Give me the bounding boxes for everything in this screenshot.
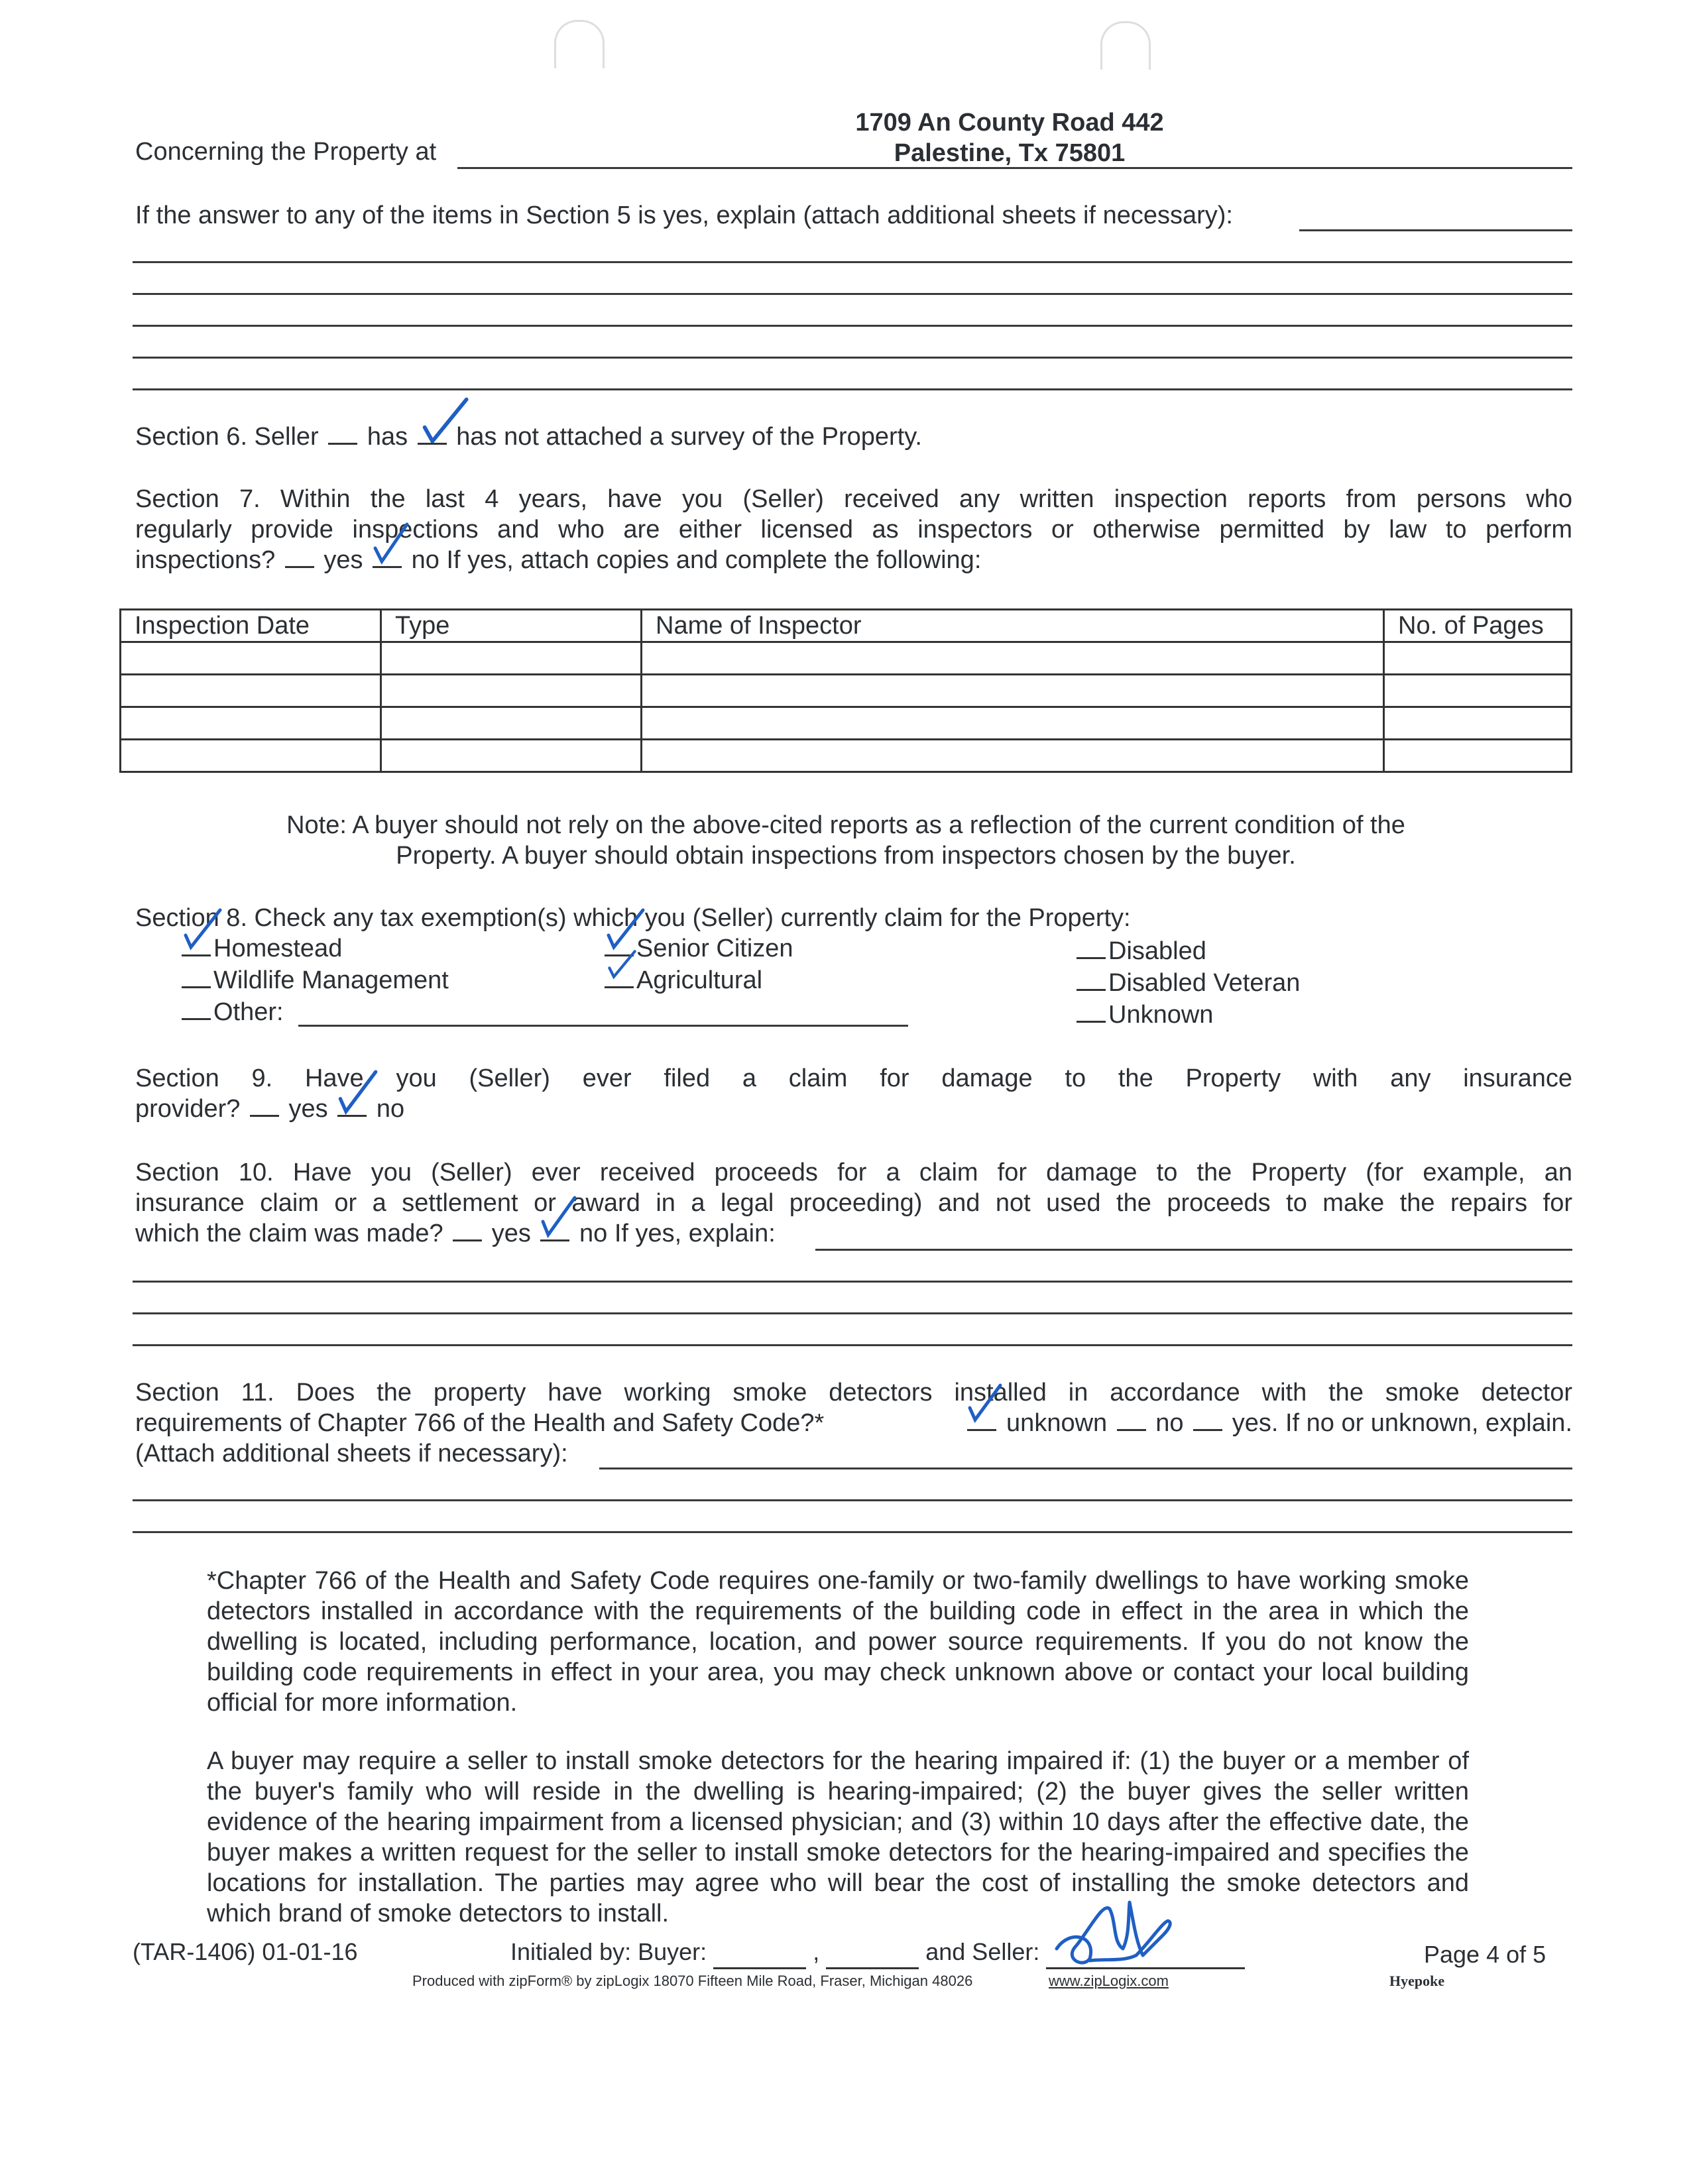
section5-explain-line[interactable]	[133, 388, 1572, 390]
section10-explain-field[interactable]	[815, 1249, 1572, 1251]
wildlife-management-label: Wildlife Management	[213, 966, 449, 994]
section10-no-checkbox[interactable]	[540, 1220, 569, 1241]
initials-separator: ,	[813, 1938, 820, 1965]
produced-with-credit: Produced with zipForm® by zipLogix 18070 Fifteen Mile Road, Fraser, Michigan 48026	[412, 1973, 973, 1989]
inspection-date-cell[interactable]	[121, 707, 381, 740]
form-id: (TAR-1406) 01-01-16	[133, 1938, 358, 1965]
section10-no-label: no If yes, explain:	[579, 1220, 776, 1247]
pages-cell[interactable]	[1384, 740, 1572, 772]
section6-prefix: Section 6. Seller	[135, 423, 319, 451]
exemption-wildlife-management	[179, 965, 449, 996]
disabled-label: Disabled	[1108, 937, 1206, 965]
inspection-date-cell[interactable]	[121, 740, 381, 772]
section10-line3	[135, 1218, 776, 1249]
section9-no-label: no	[376, 1095, 405, 1123]
table-header-row	[121, 610, 1572, 642]
file-name: Hyepoke	[1389, 1973, 1445, 1989]
section9-prefix: provider?	[135, 1095, 241, 1123]
disabled-veteran-label: Disabled Veteran	[1108, 969, 1301, 997]
section10-line2: insurance claim or a settlement or award in a legal proceeding) and not used the proceeds to make the repairs for	[135, 1189, 1572, 1217]
section5-explain-label: If the answer to any of the items in Section 5 is yes, explain (attach additional sheets if necessary):	[135, 201, 1233, 229]
section11-yes-label: yes. If no or unknown, explain.	[1232, 1409, 1572, 1437]
section6-has-label: has	[367, 423, 408, 451]
section11-unknown-label: unknown	[1006, 1409, 1108, 1437]
seller-initials-field[interactable]	[1046, 1937, 1245, 1969]
homestead-label: Homestead	[213, 935, 343, 962]
type-cell[interactable]	[381, 642, 642, 675]
pages-cell[interactable]	[1384, 675, 1572, 707]
section7-yes-checkbox[interactable]	[285, 546, 314, 568]
section10-explain-line[interactable]	[133, 1344, 1572, 1346]
page-number: Page 4 of 5	[1424, 1941, 1546, 1968]
table-row	[121, 740, 1572, 772]
disabled-veteran-checkbox[interactable]	[1077, 969, 1106, 991]
table-row	[121, 642, 1572, 675]
section5-explain-line[interactable]	[133, 357, 1572, 359]
exemption-disabled-veteran	[1074, 968, 1300, 998]
agricultural-label: Agricultural	[636, 966, 763, 994]
section9-yes-label: yes	[288, 1095, 328, 1123]
section11-line2	[135, 1408, 1572, 1438]
section6-has-not-label: has not attached a survey of the Property.	[456, 423, 922, 451]
section11-unknown-checkbox[interactable]	[967, 1409, 996, 1431]
buyer-initials-field-2[interactable]	[826, 1937, 919, 1969]
section8-title: Section 8. Check any tax exemption(s) which you (Seller) currently claim for the Property:	[135, 904, 1131, 932]
section10-yes-label: yes	[491, 1220, 531, 1247]
section7-line2: regularly provide inspections and who are either licensed as inspectors or otherwise permitted by law to perform	[135, 516, 1572, 544]
unknown-label: Unknown	[1108, 1001, 1214, 1029]
inspection-date-cell[interactable]	[121, 675, 381, 707]
unknown-checkbox[interactable]	[1077, 1001, 1106, 1023]
type-cell[interactable]	[381, 675, 642, 707]
exemption-disabled	[1074, 936, 1206, 966]
column-header-name-of-inspector: Name of Inspector	[642, 610, 1384, 642]
section6-has-checkbox[interactable]	[328, 423, 357, 445]
concerning-label: Concerning the Property at	[135, 138, 437, 166]
column-header-inspection-date: Inspection Date	[121, 610, 381, 642]
section11-no-label: no	[1155, 1409, 1184, 1437]
and-seller-label: and Seller:	[925, 1938, 1040, 1965]
section9-line2	[135, 1094, 404, 1124]
section7-no-checkbox[interactable]	[373, 546, 402, 568]
section7-yes-label: yes	[323, 546, 363, 574]
exemption-other	[179, 997, 284, 1027]
section5-explain-line[interactable]	[133, 293, 1572, 295]
property-address-field[interactable]	[457, 167, 1572, 169]
section10-explain-line[interactable]	[133, 1281, 1572, 1283]
property-address-line2: Palestine, Tx 75801	[894, 139, 1126, 167]
inspection-reports-table	[119, 608, 1572, 773]
section11-no-checkbox[interactable]	[1117, 1409, 1146, 1431]
inspection-date-cell[interactable]	[121, 642, 381, 675]
section11-line3: (Attach additional sheets if necessary):	[135, 1440, 568, 1467]
ziplogix-website-link[interactable]: www.zipLogix.com	[1049, 1973, 1169, 1989]
section11-explain-field[interactable]	[599, 1467, 1572, 1469]
section10-prefix: which the claim was made?	[135, 1220, 443, 1247]
section11-explain-line[interactable]	[133, 1499, 1572, 1501]
buyer-initials-field-1[interactable]	[713, 1937, 806, 1969]
pages-cell[interactable]	[1384, 707, 1572, 740]
exemption-senior-citizen	[602, 933, 793, 964]
footnote-smoke-detector-requirements: *Chapter 766 of the Health and Safety Code requires one-family or two-family dwellings to have working smoke detectors installed in accordance with the requirements of the building code in effect in the area in which the dwelling is located, including performance, location, and power source requirements. If you do not know the building code requirements in effect in your area, you may check unknown above or contact your local building official for more information.	[207, 1567, 1469, 1717]
disabled-checkbox[interactable]	[1077, 937, 1106, 959]
seller-signature-icon	[1050, 1896, 1183, 1969]
section9-no-checkbox[interactable]	[337, 1095, 367, 1117]
initials-row	[510, 1937, 1245, 1969]
table-row	[121, 675, 1572, 707]
senior-citizen-label: Senior Citizen	[636, 935, 793, 962]
inspector-name-cell[interactable]	[642, 675, 1384, 707]
inspector-name-cell[interactable]	[642, 707, 1384, 740]
section11-prefix: requirements of Chapter 766 of the Health and Safety Code?*	[135, 1409, 825, 1437]
homestead-checkbox[interactable]	[182, 935, 211, 956]
section10-line1: Section 10. Have you (Seller) ever received proceeds for a claim for damage to the Property (for example, an	[135, 1159, 1572, 1186]
type-cell[interactable]	[381, 707, 642, 740]
property-address-line1: 1709 An County Road 442	[855, 109, 1164, 137]
section7-line3	[135, 545, 981, 575]
pages-cell[interactable]	[1384, 642, 1572, 675]
section11-line1: Section 11. Does the property have working smoke detectors installed in accordance with the smoke detector	[135, 1379, 1572, 1407]
section7-prefix: inspections?	[135, 546, 276, 574]
agricultural-checkbox[interactable]	[605, 966, 634, 988]
section10-explain-line[interactable]	[133, 1312, 1572, 1314]
inspector-name-cell[interactable]	[642, 642, 1384, 675]
section7-note-line2: Property. A buyer should obtain inspections from inspectors chosen by the buyer.	[396, 842, 1296, 870]
section9-yes-checkbox[interactable]	[250, 1095, 279, 1117]
section6	[135, 422, 922, 452]
punch-hole-mark	[554, 20, 605, 68]
exemption-homestead	[179, 933, 342, 964]
section7-note-line1: Note: A buyer should not rely on the above-cited reports as a reflection of the current condition of the	[286, 811, 1405, 839]
inspector-name-cell[interactable]	[642, 740, 1384, 772]
section10-yes-checkbox[interactable]	[453, 1220, 482, 1241]
section7-no-label: no If yes, attach copies and complete the following:	[411, 546, 982, 574]
section5-explain-line[interactable]	[133, 261, 1572, 263]
initialed-by-buyer-label: Initialed by: Buyer:	[510, 1938, 707, 1965]
section11-explain-line[interactable]	[133, 1531, 1572, 1533]
exemption-agricultural	[602, 965, 762, 996]
column-header-type: Type	[381, 610, 642, 642]
punch-hole-mark	[1100, 21, 1151, 70]
type-cell[interactable]	[381, 740, 642, 772]
column-header-no-of-pages: No. of Pages	[1384, 610, 1572, 642]
other-checkbox[interactable]	[182, 998, 211, 1020]
senior-citizen-checkbox[interactable]	[605, 935, 634, 956]
section5-explain-line[interactable]	[133, 325, 1572, 327]
exemption-unknown	[1074, 1000, 1213, 1030]
table-row	[121, 707, 1572, 740]
section6-has-not-checkbox[interactable]	[418, 423, 447, 445]
other-exemption-field[interactable]	[298, 1025, 908, 1027]
section9-line1: Section 9. Have you (Seller) ever filed a claim for damage to the Property with any insurance	[135, 1064, 1572, 1092]
wildlife-management-checkbox[interactable]	[182, 966, 211, 988]
section11-yes-checkbox[interactable]	[1193, 1409, 1222, 1431]
footnote-hearing-impaired: A buyer may require a seller to install smoke detectors for the hearing impaired if: (1) the buyer or a member of the buyer's family who will reside in the dwelling is hearing-impaired; (2) the buyer gives the seller written evidence of the hearing impairment from a licensed physician; and (3) within 10 days after the effective date, the buyer makes a written request for the seller to install smoke detectors for the hearing-impaired and specifies the locations for installation. The parties may agree who will bear the cost of installing the smoke detectors and which brand of smoke detectors to install.	[207, 1747, 1469, 1927]
section7-line1: Section 7. Within the last 4 years, have you (Seller) received any written inspection reports from persons who	[135, 485, 1572, 513]
other-label: Other:	[213, 998, 284, 1026]
section5-explain-field[interactable]	[1299, 229, 1572, 231]
